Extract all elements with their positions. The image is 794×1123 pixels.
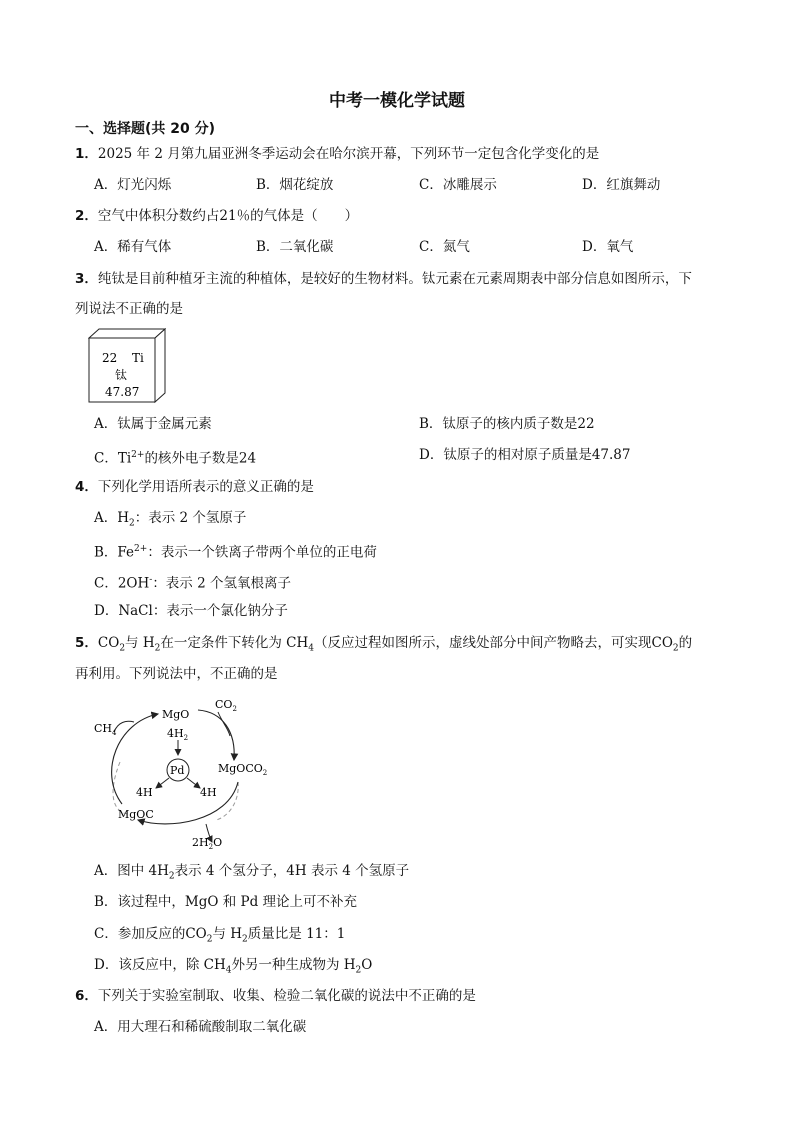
question-text: 下列关于实验室制取、收集、检验二氧化碳的说法中不正确的是 — [97, 988, 476, 1004]
q2-option-a: A．稀有气体 — [94, 239, 172, 255]
label-4h2: $4H_2$ — [167, 727, 189, 742]
question-6 — [75, 987, 476, 1005]
question-number: 4． — [75, 479, 98, 495]
question-text: 空气中体积分数约占21％的气体是（ ） — [97, 208, 359, 224]
question-number: 3． — [75, 271, 98, 287]
element-symbol: Ti — [132, 351, 144, 365]
question-5: 5．$CO_2$与 $H_2$在一定条件下转化为 $CH_4$（反应过程如图所示，虚线处部分中间产物略去，可实现$CO_2$的 — [75, 635, 693, 654]
label-2h2o: $2H_2O$ — [192, 836, 223, 851]
atomic-mass: 47.87 — [105, 385, 140, 399]
q1-option-d: D．红旗舞动 — [582, 177, 661, 193]
q2-option-d: D．氧气 — [582, 239, 634, 255]
label-pd: Pd — [170, 764, 185, 777]
q2-option-b: B．二氧化碳 — [256, 239, 334, 255]
question-1 — [75, 145, 599, 163]
q4-option-a: A．$H_2$：表示 2 个氢原子 — [94, 510, 247, 529]
question-2 — [75, 207, 358, 225]
label-mgo: MgO — [162, 708, 190, 721]
q2-option-c: C．氮气 — [419, 239, 470, 255]
question-4 — [75, 478, 314, 496]
question-5-line-2: 再利用。下列说法中，不正确的是 — [75, 666, 278, 682]
q5-option-d: D．该反应中，除 $CH_4$外另一种生成物为 $H_2O$ — [94, 957, 373, 976]
label-mgoc: MgOC — [118, 808, 154, 821]
question-text: 纯钛是目前种植牙主流的种植体，是较好的生物材料。钛元素在元素周期表中部分信息如图所示，下 — [97, 271, 692, 287]
q5-option-a: A．图中 $4H_2$表示 4 个氢分子，4H 表示 4 个氢原子 — [94, 863, 410, 882]
question-text: 2025 年 2 月第九届亚洲冬季运动会在哈尔滨开幕，下列环节一定包含化学变化的是 — [97, 146, 600, 162]
question-3 — [75, 270, 692, 288]
q5-option-c: C．参加反应的$CO_2$与 $H_2$质量比是 11：1 — [94, 926, 346, 945]
q4-option-c: C．2OH-：表示 2 个氢氧根离子 — [94, 575, 291, 592]
question-3-line-2: 列说法不正确的是 — [75, 301, 183, 317]
question-number: 1． — [75, 146, 98, 162]
label-mgoco2: MgOCO$_2$ — [218, 762, 268, 777]
section-heading: 一、选择题(共 20 分) — [75, 121, 216, 137]
reaction-cycle-diagram — [88, 692, 288, 854]
question-number: 5． — [75, 635, 98, 651]
q3-option-d: D．钛原子的相对原子质量是47.87 — [419, 447, 631, 463]
periodic-element-box — [88, 328, 166, 404]
question-number: 2． — [75, 208, 98, 224]
q3-option-b: B．钛原子的核内质子数是22 — [419, 416, 595, 432]
question-text: 下列化学用语所表示的意义正确的是 — [97, 479, 314, 495]
q3-option-a: A．钛属于金属元素 — [94, 416, 212, 432]
q5-option-b: B．该过程中，MgO 和 Pd 理论上可不补充 — [94, 894, 358, 910]
question-number: 6． — [75, 988, 98, 1004]
q3-option-c: C．$Ti^{2+}$的核外电子数是24 — [94, 450, 257, 467]
label-4h-right: 4H — [200, 786, 217, 799]
q6-option-a: A．用大理石和稀硫酸制取二氧化碳 — [94, 1019, 307, 1035]
label-ch4: $CH_4$ — [94, 722, 117, 737]
label-4h-left: 4H — [136, 786, 153, 799]
element-name: 钛 — [115, 368, 128, 382]
page-title: 中考一模化学试题 — [329, 91, 465, 111]
atomic-number: 22 — [102, 351, 118, 365]
q1-option-b: B．烟花绽放 — [256, 177, 334, 193]
q4-option-d: D．NaCl：表示一个氯化钠分子 — [94, 603, 288, 619]
label-co2: $CO_2$ — [215, 698, 237, 713]
q4-option-b: B．$Fe^{2+}$：表示一个铁离子带两个单位的正电荷 — [94, 544, 377, 561]
q1-option-a: A．灯光闪烁 — [94, 177, 172, 193]
q1-option-c: C．冰雕展示 — [419, 177, 497, 193]
